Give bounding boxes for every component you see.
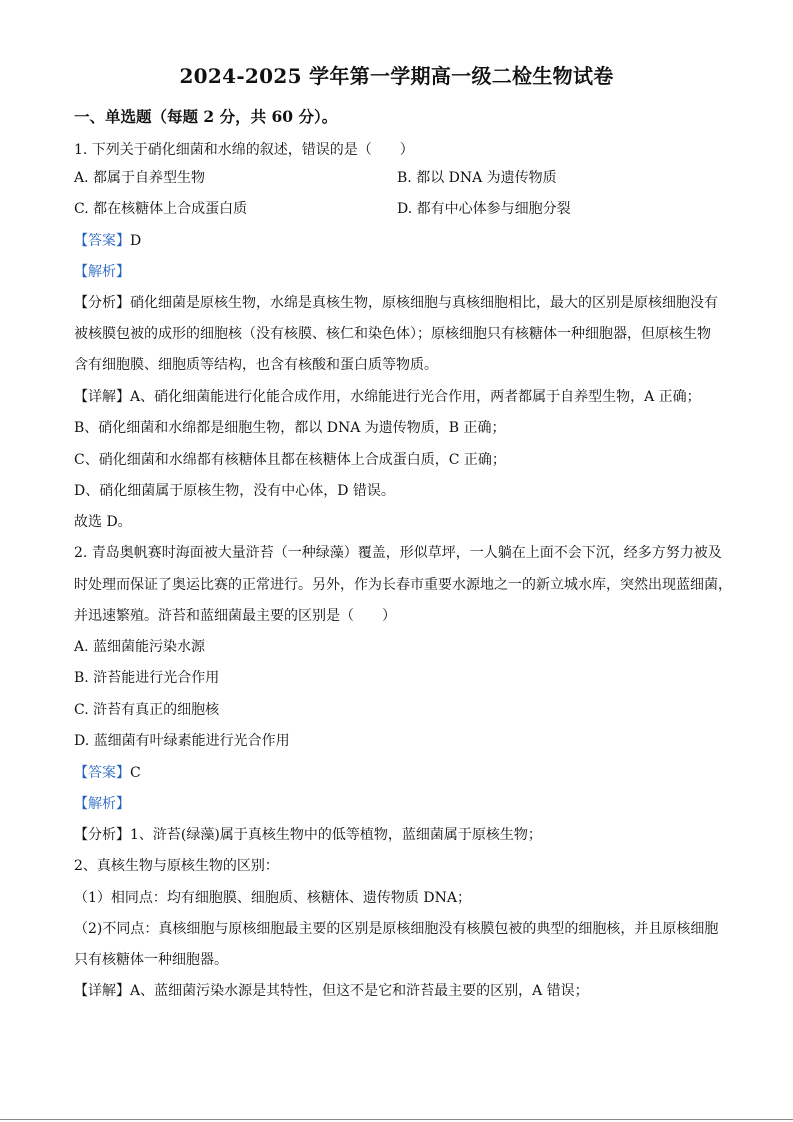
q1-analysis-label: 【解析】 [74,264,130,280]
q2-analysis-line: 【分析】1、浒苔(绿藻)属于真核生物中的低等植物，蓝细菌属于原核生物； [74,827,542,843]
answer-value: C [130,765,141,781]
q1-detail-line: C、硝化细菌和水绵都有核糖体且都在核糖体上合成蛋白质，C 正确； [74,452,506,468]
q2-answer [74,762,141,784]
q2-analysis-line: （2)不同点：真核细胞与原核细胞最主要的区别是原核细胞没有核膜包被的典型的细胞核，并且原核细胞 [74,921,719,937]
q2-analysis-line: 2、真核生物与原核生物的区别： [74,858,279,874]
q2-option-d: D. 蓝细菌有叶绿素能进行光合作用 [74,733,290,749]
q2-analysis-label: 【解析】 [74,796,130,812]
q1-option-d: D. 都有中心体参与细胞分裂 [397,201,571,217]
page-bottom-divider [0,1119,793,1120]
answer-value: D [130,233,142,249]
q1-option-b: B. 都以 DNA 为遗传物质 [397,170,557,186]
question-2-stem-line: 2. 青岛奥帆赛时海面被大量浒苔（一种绿藻）覆盖，形似草坪，一人躺在上面不会下沉，经多方努力被及 [74,545,722,561]
answer-label: 【答案】 [74,765,130,781]
question-2-stem-line: 并迅速繁殖。浒苔和蓝细菌最主要的区别是（ ） [74,608,396,624]
question-2-stem-line: 时处理而保证了奥运比赛的正常进行。另外，作为长春市重要水源地之一的新立城水库，突然出现蓝细菌， [74,577,732,593]
q2-option-c: C. 浒苔有真正的细胞核 [74,702,220,718]
q2-analysis-line: （1）相同点：均有细胞膜、细胞质、核糖体、遗传物质 DNA； [74,890,471,906]
q1-detail-line: D、硝化细菌属于原核生物，没有中心体，D 错误。 [74,483,395,499]
q2-option-b: B. 浒苔能进行光合作用 [74,670,220,686]
q2-option-a: A. 蓝细菌能污染水源 [74,639,206,655]
q1-analysis-line: 被核膜包被的成形的细胞核（没有核膜、核仁和染色体）；原核细胞只有核糖体一种细胞器，但原核生物 [74,326,711,342]
q1-detail-line: 【详解】A、硝化细菌能进行化能合成作用，水绵能进行光合作用，两者都属于自养型生物，A 正确； [74,389,701,405]
q2-detail-line: 【详解】A、蓝细菌污染水源是其特性，但这不是它和浒苔最主要的区别，A 错误； [74,983,589,999]
q1-detail-line: 故选 D。 [74,514,132,530]
q1-option-c: C. 都在核糖体上合成蛋白质 [74,201,248,217]
q1-option-a: A. 都属于自养型生物 [74,170,206,186]
q1-detail-line: B、硝化细菌和水绵都是细胞生物，都以 DNA 为遗传物质，B 正确； [74,420,506,436]
page-title: 2024-2025 学年第一学期高一级二检生物试卷 [179,64,614,88]
question-1-stem: 1. 下列关于硝化细菌和水绵的叙述，错误的是（ ） [74,142,414,158]
section-heading: 一、单选题（每题 2 分，共 60 分）。 [74,107,338,126]
answer-label: 【答案】 [74,233,130,249]
q1-analysis-line: 含有细胞膜、细胞质等结构，也含有核酸和蛋白质等物质。 [74,357,438,373]
q2-analysis-line: 只有核糖体一种细胞器。 [74,952,228,968]
q1-answer [74,230,141,252]
q1-analysis-line: 【分析】硝化细菌是原核生物，水绵是真核生物，原核细胞与真核细胞相比，最大的区别是原核细胞没有 [74,295,718,311]
